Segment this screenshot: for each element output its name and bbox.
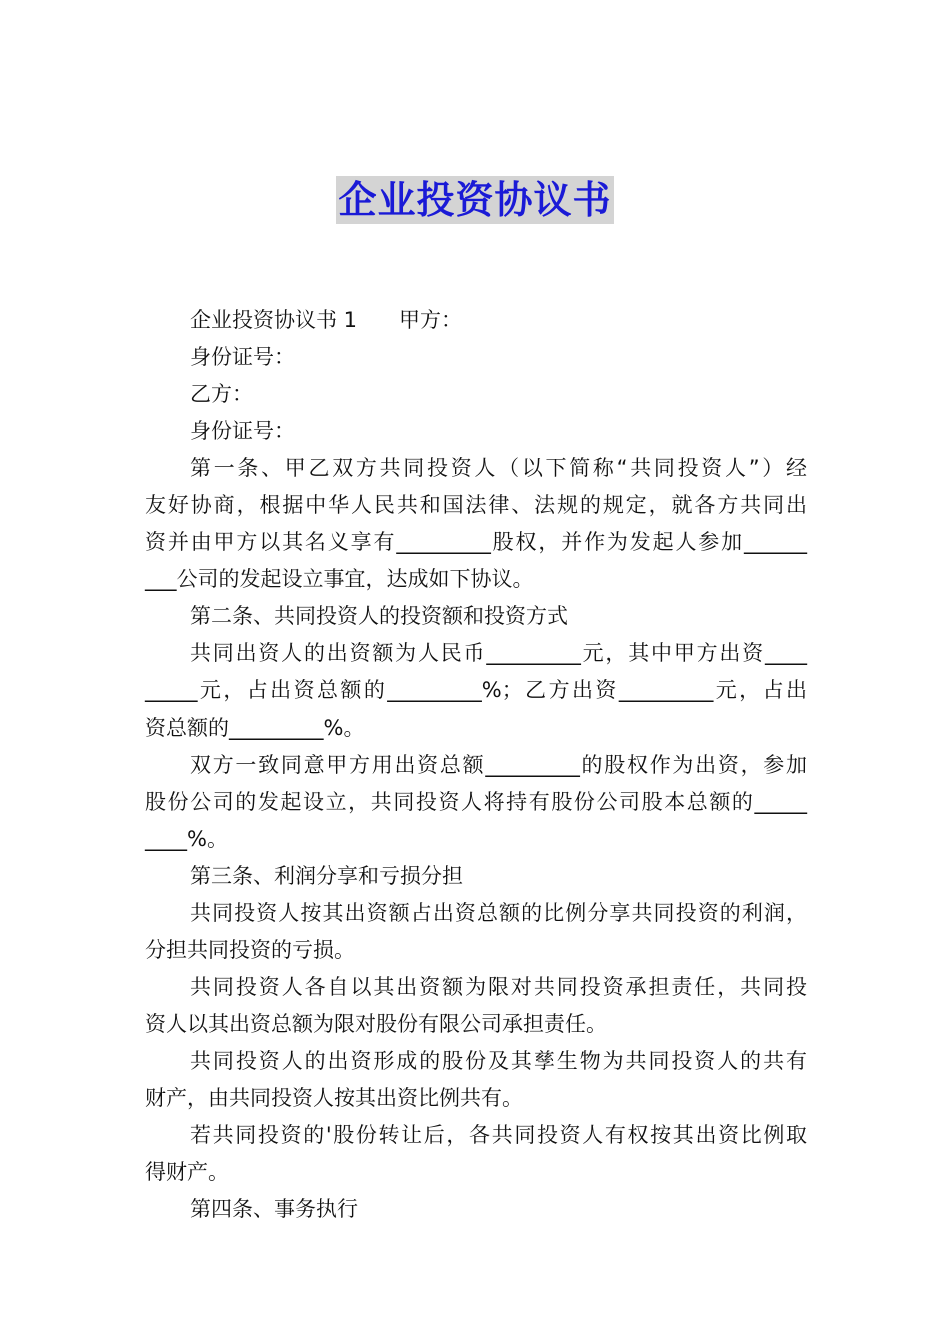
body-line: ___公司的发起设立事宜，达成如下协议。: [145, 567, 534, 592]
body-line: 若共同投资的'股份转让后，各共同投资人有权按其出资比例取: [190, 1123, 807, 1148]
body-line: 共同投资人按其出资额占出资总额的比例分享共同投资的利润，: [190, 900, 807, 925]
body-line: 财产，由共同投资人按其出资比例共有。: [145, 1085, 523, 1110]
body-line: 企业投资协议书 1 甲方：: [190, 308, 463, 332]
body-line: 资并由甲方以其名义享有_________股权，并作为发起人参加______: [145, 530, 807, 555]
body-line: 身份证号：: [190, 345, 295, 370]
body-line: 乙方：: [190, 382, 253, 407]
section-heading: 第三条、利润分享和亏损分担: [190, 863, 463, 888]
document-title: 企业投资协议书: [338, 177, 612, 222]
body-line: 共同出资人的出资额为人民币_________元，其中甲方出资____: [190, 641, 807, 666]
body-line: 身份证号：: [190, 419, 295, 444]
body-line: _____元，占出资总额的_________%；乙方出资_________元，占出: [145, 678, 807, 703]
body-line: 分担共同投资的亏损。: [145, 937, 355, 962]
body-line: 双方一致同意甲方用出资总额_________的股权作为出资，参加: [190, 752, 807, 777]
body-line: 股份公司的发起设立，共同投资人将持有股份公司股本总额的_____: [145, 789, 807, 814]
section-heading: 第二条、共同投资人的投资额和投资方式: [190, 604, 568, 629]
body-line: 资总额的_________%。: [145, 715, 365, 740]
body-line: 共同投资人的出资形成的股份及其孳生物为共同投资人的共有: [190, 1048, 807, 1073]
body-line: 资人以其出资总额为限对股份有限公司承担责任。: [145, 1011, 607, 1036]
body-line: 第一条、甲乙双方共同投资人（以下简称“共同投资人”）经: [190, 456, 807, 481]
body-line: ____%。: [145, 826, 228, 851]
section-heading: 第四条、事务执行: [190, 1197, 358, 1222]
body-line: 共同投资人各自以其出资额为限对共同投资承担责任，共同投: [190, 974, 807, 999]
document-body: [145, 302, 807, 1228]
body-line: 友好协商，根据中华人民共和国法律、法规的规定，就各方共同出: [145, 493, 807, 518]
title-container: [0, 176, 950, 224]
body-line: 得财产。: [145, 1160, 229, 1185]
